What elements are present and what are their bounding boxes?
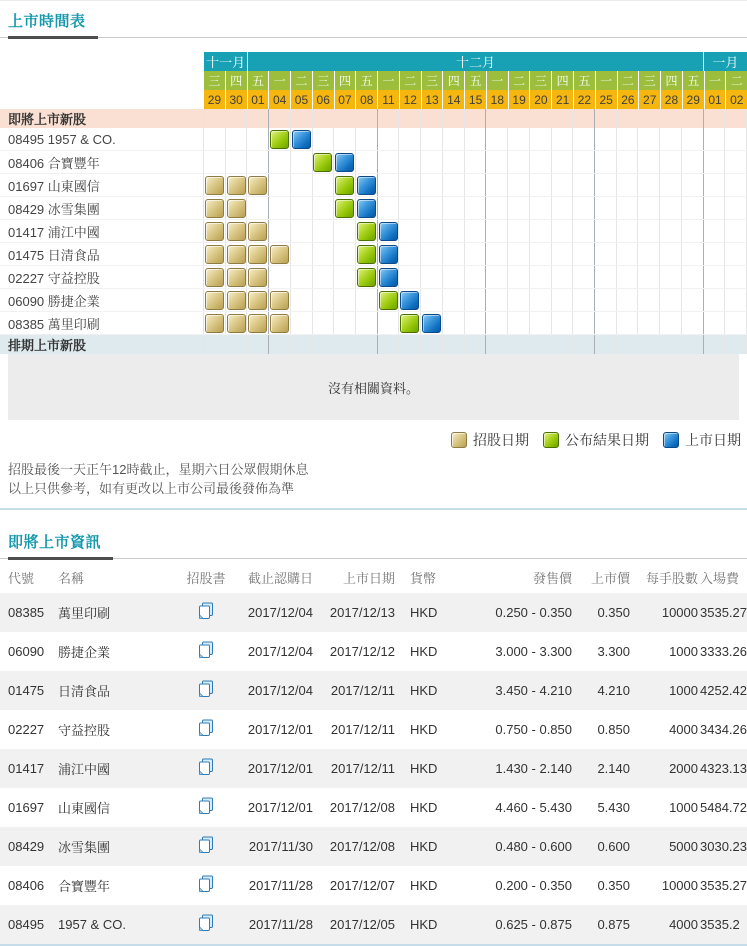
- month-header: 一月: [704, 52, 747, 71]
- section-scheduled-new-listings-label: 排期上市新股: [0, 335, 204, 354]
- date-cell: 05: [291, 90, 313, 109]
- currency: HKD: [410, 683, 438, 698]
- gantt-row: [0, 243, 747, 266]
- listing-day-cell: [379, 222, 398, 241]
- col-header: 每手股數: [645, 570, 698, 586]
- stock-label: 01417 浦江中國: [0, 220, 204, 242]
- info-row: [0, 593, 747, 632]
- currency: HKD: [410, 917, 438, 932]
- weekday-cell: 五: [465, 71, 487, 90]
- timetable-title-row: [0, 8, 747, 38]
- result-day-cell: [313, 153, 332, 172]
- prospectus-link[interactable]: [198, 758, 214, 776]
- prospectus-link[interactable]: [198, 602, 214, 620]
- info-row: [0, 905, 747, 944]
- result-day-cell: [357, 222, 376, 241]
- weekday-cell: 五: [248, 71, 270, 90]
- prospectus-link[interactable]: [198, 914, 214, 932]
- stock-label: 08495 1957 & CO.: [0, 128, 204, 150]
- weekday-cell: 三: [422, 71, 444, 90]
- info-row: [0, 710, 747, 749]
- stock-label: 02227 守益控股: [0, 266, 204, 288]
- gantt-row: [0, 151, 747, 174]
- listing-day-cell: [357, 176, 376, 195]
- lot-size: 2000: [669, 761, 698, 776]
- weekday-cell: 二: [509, 71, 531, 90]
- prospectus-document-icon: [198, 875, 214, 893]
- offer-price: 3.450 - 4.210: [495, 683, 572, 698]
- info-title: 即將上市資訊: [8, 529, 113, 560]
- lot-size: 1000: [669, 800, 698, 815]
- date-cell: 30: [226, 90, 248, 109]
- info-row: [0, 632, 747, 671]
- listing-date: 2017/12/08: [329, 800, 395, 815]
- gantt-body: [0, 109, 747, 354]
- info-title-row: [0, 529, 747, 559]
- date-cell: 08: [356, 90, 378, 109]
- subscription-day-cell: [227, 176, 246, 195]
- currency: HKD: [410, 839, 438, 854]
- lot-size: 1000: [669, 644, 698, 659]
- col-header: 名稱: [58, 570, 85, 586]
- date-cell: 06: [313, 90, 335, 109]
- prospectus-cell: [184, 710, 228, 749]
- subscription-day-cell: [205, 268, 224, 287]
- col-header: 貨幣: [410, 570, 437, 586]
- weekday-cell: 二: [618, 71, 640, 90]
- stock-name: 浦江中國: [58, 762, 111, 777]
- footnote-line: 以上只供參考，如有更改以上市公司最後發佈為準: [8, 481, 295, 496]
- subscription-day-cell: [227, 222, 246, 241]
- date-cell: 02: [726, 90, 747, 109]
- stock-code: 08385: [8, 605, 45, 620]
- prospectus-document-icon: [198, 797, 214, 815]
- prospectus-cell: [184, 632, 228, 671]
- listing-price: 0.600: [597, 839, 630, 854]
- subscription-day-cell: [227, 245, 246, 264]
- subscription-day-cell: [227, 268, 246, 287]
- date-cell: 15: [465, 90, 487, 109]
- subscription-day-cell: [227, 291, 246, 310]
- subscription-day-cell: [205, 245, 224, 264]
- prospectus-document-icon: [198, 641, 214, 659]
- listing-day-cell: [379, 245, 398, 264]
- date-cell: 22: [574, 90, 596, 109]
- legend-label: 招股日期: [473, 432, 529, 448]
- weekday-cell: 三: [530, 71, 552, 90]
- date-cell: 29: [683, 90, 705, 109]
- close-date: 2017/12/01: [247, 800, 313, 815]
- listing-date: 2017/12/11: [330, 683, 395, 698]
- col-header: 上市日期: [342, 570, 395, 586]
- weekday-cell: 二: [400, 71, 422, 90]
- listing-gantt: [0, 52, 747, 420]
- offer-price: 4.460 - 5.430: [495, 800, 572, 815]
- subscription-day-cell: [270, 245, 289, 264]
- listing-price: 3.300: [597, 644, 630, 659]
- date-cell: 12: [400, 90, 422, 109]
- prospectus-link[interactable]: [198, 836, 214, 854]
- close-date: 2017/11/28: [248, 917, 313, 932]
- listing-day-cell: [335, 153, 354, 172]
- date-cell: 07: [335, 90, 357, 109]
- prospectus-cell: [184, 749, 228, 788]
- stock-label: 08385 萬里印刷: [0, 312, 204, 334]
- subscription-day-cell: [205, 176, 224, 195]
- date-cell: 01: [248, 90, 270, 109]
- listing-date: 2017/12/05: [329, 917, 395, 932]
- weekday-cell: 一: [596, 71, 618, 90]
- offer-price: 0.480 - 0.600: [495, 839, 572, 854]
- subscription-color-swatch: [451, 432, 467, 448]
- subscription-day-cell: [227, 314, 246, 333]
- listing-price: 0.350: [597, 878, 630, 893]
- info-row: [0, 866, 747, 905]
- gantt-row: [0, 312, 747, 335]
- entry-fee: 3434.26: [700, 722, 747, 737]
- listing-day-cell: [400, 291, 419, 310]
- offer-price: 1.430 - 2.140: [495, 761, 572, 776]
- listing-day-cell: [357, 199, 376, 218]
- subscription-day-cell: [205, 199, 224, 218]
- table-header-row: [0, 561, 747, 593]
- entry-fee: 3030.23: [700, 839, 747, 854]
- close-date: 2017/12/01: [247, 761, 313, 776]
- lot-size: 10000: [661, 605, 698, 620]
- weekday-cell: 四: [443, 71, 465, 90]
- stock-code: 08406: [8, 878, 45, 893]
- weekday-header-row: [0, 71, 747, 90]
- col-header: 代號: [8, 570, 35, 586]
- subscription-day-cell: [248, 291, 267, 310]
- result-day-cell: [270, 130, 289, 149]
- month-header: 十一月: [204, 52, 248, 71]
- prospectus-document-icon: [198, 836, 214, 854]
- gantt-row: [0, 197, 747, 220]
- stock-code: 01697: [8, 800, 45, 815]
- stock-code: 01475: [8, 683, 45, 698]
- no-data-message: 沒有相關資料。: [8, 354, 739, 420]
- date-cell: 04: [269, 90, 291, 109]
- listing-date: 2017/12/11: [330, 761, 395, 776]
- legend-item-listing: [663, 430, 741, 450]
- subscription-day-cell: [270, 291, 289, 310]
- weekday-cell: 二: [726, 71, 747, 90]
- col-header: 招股書: [186, 570, 226, 586]
- offer-price: 0.625 - 0.875: [495, 917, 572, 932]
- section-upcoming-new-listings-label: 即將上市新股: [0, 109, 204, 128]
- close-date: 2017/12/01: [247, 722, 313, 737]
- currency: HKD: [410, 722, 438, 737]
- info-row: [0, 827, 747, 866]
- prospectus-link[interactable]: [198, 680, 214, 698]
- listing-price: 4.210: [597, 683, 630, 698]
- month-header-row: [0, 52, 747, 71]
- date-cell: 25: [596, 90, 618, 109]
- result-day-cell: [357, 268, 376, 287]
- close-date: 2017/11/28: [248, 878, 313, 893]
- info-row: [0, 671, 747, 710]
- close-date: 2017/11/30: [248, 839, 313, 854]
- prospectus-cell: [184, 827, 228, 866]
- subscription-day-cell: [227, 199, 246, 218]
- timetable-title: 上市時間表: [8, 8, 98, 39]
- stock-name: 山東國信: [58, 801, 111, 816]
- stock-code: 06090: [8, 644, 45, 659]
- result-day-cell: [357, 245, 376, 264]
- subscription-day-cell: [248, 222, 267, 241]
- offer-price: 3.000 - 3.300: [495, 644, 572, 659]
- stock-label: 01697 山東國信: [0, 174, 204, 196]
- date-cell: 14: [443, 90, 465, 109]
- date-header-row: [0, 90, 747, 109]
- info-panel: [0, 521, 747, 946]
- subscription-day-cell: [270, 314, 289, 333]
- prospectus-document-icon: [198, 758, 214, 776]
- listing-date: 2017/12/07: [329, 878, 395, 893]
- stock-name: 冰雪集團: [58, 840, 111, 855]
- date-cell: 29: [204, 90, 226, 109]
- upcoming-listing-table: [0, 561, 747, 944]
- prospectus-cell: [184, 593, 228, 632]
- weekday-cell: 四: [335, 71, 357, 90]
- prospectus-document-icon: [198, 914, 214, 932]
- date-cell: 11: [378, 90, 400, 109]
- stock-name: 日清食品: [58, 684, 111, 699]
- listing-price: 0.850: [597, 722, 630, 737]
- weekday-cell: 三: [313, 71, 335, 90]
- subscription-day-cell: [248, 176, 267, 195]
- entry-fee: 4323.13: [700, 761, 747, 776]
- result-color-swatch: [543, 432, 559, 448]
- listing-date: 2017/12/13: [329, 605, 395, 620]
- legend-item-subscription: [451, 430, 529, 450]
- listing-date: 2017/12/11: [330, 722, 395, 737]
- result-day-cell: [400, 314, 419, 333]
- entry-fee: 3535.2: [700, 917, 740, 932]
- subscription-day-cell: [248, 268, 267, 287]
- info-row: [0, 788, 747, 827]
- close-date: 2017/12/04: [247, 605, 313, 620]
- prospectus-link[interactable]: [198, 797, 214, 815]
- currency: HKD: [410, 878, 438, 893]
- prospectus-cell: [184, 671, 228, 710]
- date-cell: 20: [530, 90, 552, 109]
- result-day-cell: [379, 291, 398, 310]
- listing-price: 0.875: [597, 917, 630, 932]
- subscription-day-cell: [205, 314, 224, 333]
- weekday-cell: 一: [487, 71, 509, 90]
- weekday-cell: 四: [661, 71, 683, 90]
- date-cell: 21: [552, 90, 574, 109]
- stock-name: 勝捷企業: [58, 645, 111, 660]
- prospectus-document-icon: [198, 719, 214, 737]
- date-cell: 01: [705, 90, 727, 109]
- prospectus-document-icon: [198, 680, 214, 698]
- stock-name: 守益控股: [58, 723, 111, 738]
- prospectus-link[interactable]: [198, 719, 214, 737]
- col-header: 入場費: [700, 570, 740, 586]
- listing-date: 2017/12/12: [329, 644, 395, 659]
- gantt-row: [0, 266, 747, 289]
- col-header: 發售價: [532, 570, 572, 586]
- stock-label: 08406 合寶豐年: [0, 151, 204, 173]
- month-header: 十二月: [248, 52, 703, 71]
- gantt-row: [0, 220, 747, 243]
- weekday-cell: 一: [269, 71, 291, 90]
- close-date: 2017/12/04: [247, 683, 313, 698]
- weekday-cell: 五: [574, 71, 596, 90]
- weekday-cell: 四: [552, 71, 574, 90]
- entry-fee: 3535.27: [700, 605, 747, 620]
- weekday-cell: 一: [705, 71, 727, 90]
- entry-fee: 5484.72: [700, 800, 747, 815]
- section-scheduled-new-listings: [0, 335, 747, 354]
- listing-date: 2017/12/08: [329, 839, 395, 854]
- offer-price: 0.250 - 0.350: [495, 605, 572, 620]
- close-date: 2017/12/04: [247, 644, 313, 659]
- legend-label: 公布結果日期: [565, 432, 649, 448]
- stock-label: 06090 勝捷企業: [0, 289, 204, 311]
- listing-color-swatch: [663, 432, 679, 448]
- stock-code: 08429: [8, 839, 45, 854]
- weekday-cell: 三: [639, 71, 661, 90]
- date-cell: 26: [618, 90, 640, 109]
- lot-size: 1000: [669, 683, 698, 698]
- entry-fee: 3535.27: [700, 878, 747, 893]
- stock-code: 01417: [8, 761, 45, 776]
- col-header: 截止認購日: [247, 570, 313, 586]
- footnotes: [8, 460, 747, 498]
- info-row: [0, 749, 747, 788]
- stock-code: 08495: [8, 917, 45, 932]
- currency: HKD: [410, 800, 438, 815]
- gantt-row: [0, 174, 747, 197]
- date-cell: 13: [422, 90, 444, 109]
- result-day-cell: [335, 199, 354, 218]
- listing-price: 2.140: [597, 761, 630, 776]
- listing-day-cell: [422, 314, 441, 333]
- currency: HKD: [410, 761, 438, 776]
- subscription-day-cell: [248, 245, 267, 264]
- offer-price: 0.200 - 0.350: [495, 878, 572, 893]
- date-cell: 18: [487, 90, 509, 109]
- lot-size: 4000: [669, 917, 698, 932]
- prospectus-link[interactable]: [198, 875, 214, 893]
- legend-label: 上市日期: [685, 432, 741, 448]
- prospectus-document-icon: [198, 602, 214, 620]
- listing-price: 0.350: [597, 605, 630, 620]
- date-cell: 27: [639, 90, 661, 109]
- date-cell: 28: [661, 90, 683, 109]
- stock-name: 1957 & CO.: [58, 917, 126, 932]
- offer-price: 0.750 - 0.850: [495, 722, 572, 737]
- stock-name: 合寶豐年: [58, 879, 111, 894]
- entry-fee: 3333.26: [700, 644, 747, 659]
- weekday-cell: 四: [226, 71, 248, 90]
- weekday-cell: 五: [683, 71, 705, 90]
- result-day-cell: [335, 176, 354, 195]
- subscription-day-cell: [205, 291, 224, 310]
- prospectus-link[interactable]: [198, 641, 214, 659]
- currency: HKD: [410, 605, 438, 620]
- subscription-day-cell: [248, 314, 267, 333]
- date-cell: 19: [509, 90, 531, 109]
- listing-price: 5.430: [597, 800, 630, 815]
- listing-day-cell: [379, 268, 398, 287]
- prospectus-cell: [184, 866, 228, 905]
- gantt-row: [0, 289, 747, 312]
- gantt-legend: [0, 429, 741, 451]
- lot-size: 4000: [669, 722, 698, 737]
- section-upcoming-new-listings: [0, 109, 747, 128]
- stock-label: 08429 冰雪集團: [0, 197, 204, 219]
- footnote-line: 招股最後一天正午12時截止，星期六日公眾假期休息: [8, 462, 309, 477]
- lot-size: 10000: [661, 878, 698, 893]
- weekday-cell: 三: [204, 71, 226, 90]
- weekday-cell: 二: [291, 71, 313, 90]
- gantt-row: [0, 128, 747, 151]
- prospectus-cell: [184, 905, 228, 944]
- stock-name: 萬里印刷: [58, 606, 111, 621]
- legend-item-result: [543, 430, 649, 450]
- subscription-day-cell: [205, 222, 224, 241]
- stock-code: 02227: [8, 722, 45, 737]
- listing-day-cell: [292, 130, 311, 149]
- weekday-cell: 一: [378, 71, 400, 90]
- prospectus-cell: [184, 788, 228, 827]
- stock-label: 01475 日清食品: [0, 243, 204, 265]
- weekday-cell: 五: [356, 71, 378, 90]
- entry-fee: 4252.42: [700, 683, 747, 698]
- currency: HKD: [410, 644, 438, 659]
- col-header: 上市價: [590, 570, 630, 586]
- lot-size: 5000: [669, 839, 698, 854]
